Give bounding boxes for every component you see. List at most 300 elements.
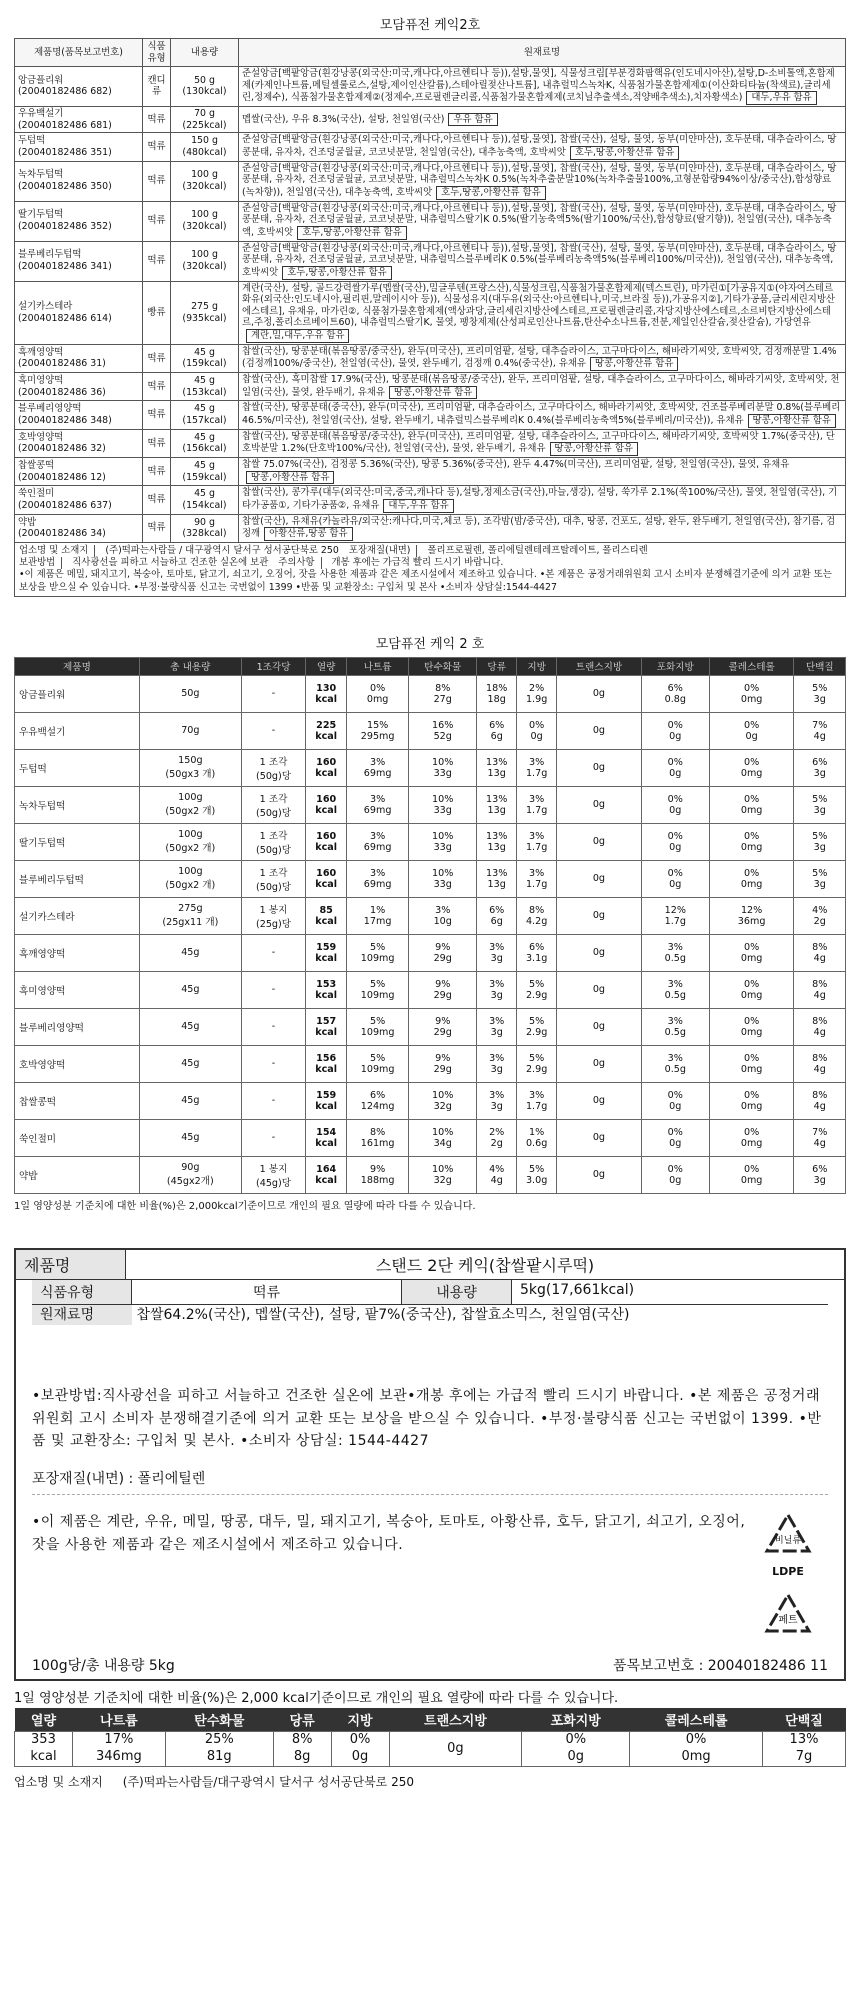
column-header: 식품유형: [143, 39, 171, 67]
kcal-value: 164: [316, 1163, 337, 1175]
amount-kcal: (159kcal): [182, 471, 227, 483]
nutrient-pct: 0%: [349, 1732, 371, 1748]
footer-label: 업소명 및 소재지: [14, 1775, 103, 1790]
nutrient-pct: 25%: [204, 1732, 234, 1748]
chol-pct: 0%: [744, 793, 760, 805]
na-pct: 9%: [370, 1163, 386, 1175]
sat-pct: 12%: [664, 904, 686, 916]
piece-value: -: [271, 984, 276, 996]
sugar-amt: 3g: [490, 989, 503, 1001]
ingredients-cell: [239, 458, 846, 486]
column-header: 포화지방: [522, 1708, 630, 1732]
sugar-pct: 3%: [489, 978, 505, 990]
sat-cell: [641, 675, 709, 712]
column-header: 당류: [273, 1708, 331, 1732]
fat-amt: 1.7g: [525, 878, 548, 890]
chol-amt: 0mg: [740, 1100, 763, 1112]
carb-pct: 8%: [435, 682, 451, 694]
total-cell: [139, 971, 241, 1008]
chol-amt: 36mg: [737, 915, 766, 927]
sugar-amt: 6g: [490, 915, 503, 927]
chol-cell: [709, 860, 794, 897]
sugar-pct: 6%: [489, 904, 505, 916]
total-value: 150g: [178, 755, 203, 767]
na-amt: 109mg: [360, 989, 395, 1001]
chol-cell: [709, 1082, 794, 1119]
na-amt: 109mg: [360, 1026, 395, 1038]
kcal-unit: kcal: [315, 767, 338, 779]
sat-amt: 0g: [669, 730, 682, 742]
sugar-amt: 2g: [490, 1137, 503, 1149]
trans-cell: 0g: [557, 860, 642, 897]
fat-amt: 3.1g: [525, 952, 548, 964]
amount-value: 45 g: [194, 460, 215, 472]
kcal-cell: [306, 675, 347, 712]
piece-cell: [241, 712, 305, 749]
carb-cell: [409, 934, 477, 971]
prot-cell: [794, 786, 846, 823]
sat-amt: 0.8g: [664, 693, 686, 705]
sugar-cell: [477, 1156, 517, 1193]
notice-label: 주의사항: [278, 557, 321, 569]
table-row: [15, 934, 846, 971]
column-header: 나트륨: [72, 1708, 165, 1732]
na-amt: 188mg: [360, 1174, 395, 1186]
na-amt: 124mg: [360, 1100, 395, 1112]
allergy-badge: 땅콩,아황산류 함유: [246, 471, 334, 485]
sugar-pct: 3%: [489, 1052, 505, 1064]
amount-cell: [171, 373, 239, 401]
prot-cell: [794, 1008, 846, 1045]
amount-kcal: (320kcal): [182, 261, 227, 273]
fat-cell: [517, 823, 557, 860]
product-code: (20040182486 350): [18, 181, 112, 193]
allergy-badge: 계란,밀,대두,우유 함유: [246, 329, 349, 343]
fat-amt: 1.7g: [525, 1100, 548, 1112]
notice-value: 폴리프로필렌, 폴리에틸렌테레프탈레이트, 폴리스티렌: [427, 544, 648, 556]
fat-amt: 0g: [530, 730, 543, 742]
kcal-value: 225: [316, 719, 337, 731]
fat-cell: [517, 897, 557, 934]
product-name: 딸기두텁떡: [18, 209, 64, 221]
report-number: 품목보고번호 : 20040182486 11: [612, 1658, 828, 1675]
food-type: 떡류: [132, 1280, 402, 1304]
chol-cell: [709, 712, 794, 749]
kcal-unit: kcal: [315, 1026, 338, 1038]
total-detail: (25gx11 개): [162, 917, 219, 929]
total-cell: [139, 1008, 241, 1045]
amount-kcal: (328kcal): [182, 528, 227, 540]
product-name: 두텁떡: [15, 749, 140, 786]
fat-pct: 8%: [529, 904, 545, 916]
column-header: 나트륨: [347, 657, 409, 675]
carb-pct: 10%: [432, 830, 454, 842]
chol-pct: 0%: [744, 719, 760, 731]
carb-cell: [409, 712, 477, 749]
amount-value: 45 g: [194, 346, 215, 358]
carb-pct: 9%: [435, 941, 451, 953]
column-header: 1조각당: [241, 657, 305, 675]
prot-cell: [794, 1045, 846, 1082]
carb-amt: 32g: [433, 1174, 452, 1186]
chol-amt: 0mg: [740, 841, 763, 853]
product-cell: [15, 133, 143, 161]
product-cell: [15, 486, 143, 514]
amount-kcal: (157kcal): [182, 415, 227, 427]
total-cell: [139, 749, 241, 786]
product-cell: [15, 241, 143, 281]
kcal-cell: [306, 1008, 347, 1045]
carb-cell: [409, 749, 477, 786]
product-code: (20040182486 682): [18, 86, 112, 98]
sat-amt: 0g: [669, 804, 682, 816]
piece-detail: (25g)당: [255, 918, 292, 930]
amount-cell: [171, 429, 239, 457]
kcal-value: 130: [316, 682, 337, 694]
chol-pct: 0%: [744, 682, 760, 694]
prot-pct: 8%: [812, 1089, 828, 1101]
sugar-cell: [477, 1045, 517, 1082]
sugar-pct: 18%: [486, 682, 508, 694]
sat-cell: [641, 712, 709, 749]
total-cell: [139, 934, 241, 971]
na-amt: 109mg: [360, 952, 395, 964]
table-row: [15, 458, 846, 486]
ingredients-text: 찹쌀(국산), 유채유(카놀라유/외국산:캐나다,미국,체코 등), 조각밤(밤/중국산), 대추, 땅콩, 건포도, 설탕, 완두, 완두배기, 천일염(국산), 참기름, 검정깨: [242, 515, 836, 540]
nutrient-cell: [522, 1732, 630, 1767]
table-row: [15, 1156, 846, 1193]
fat-pct: 5%: [529, 1163, 545, 1175]
type-cell: 떡류: [143, 458, 171, 486]
column-header: 탄수화물: [165, 1708, 273, 1732]
column-header: 콜레스테롤: [709, 657, 794, 675]
na-pct: 0%: [370, 682, 386, 694]
fat-cell: [517, 971, 557, 1008]
total-value: 100g: [178, 792, 203, 804]
product-cell: [15, 67, 143, 107]
ingredients-cell: [239, 429, 846, 457]
prot-cell: [794, 860, 846, 897]
amount-cell: [171, 133, 239, 161]
product-cell: [15, 514, 143, 542]
product-cell: [15, 401, 143, 429]
piece-value: 1 조각: [259, 867, 288, 879]
amount-value: 45 g: [194, 488, 215, 500]
product-name: 딸기두텁떡: [15, 823, 140, 860]
na-amt: 17mg: [363, 915, 392, 927]
amount-kcal: (225kcal): [182, 119, 227, 131]
fat-cell: [517, 1082, 557, 1119]
ingredients-text: 준설앙금[백팥앙금(흰강낭콩(외국산:미국,캐나다,아르헨티나 등)),설탕,물엿], 찹쌀(국산), 설탕, 물엿, 동부(미얀마산), 호두분태, 대추슬라이스, 땅콩분태, 유자차, 건조덩굴월귤, 코코넛분말, 내츄럴믹스녹차K 0.5%(녹차추출분말10%(녹차추출물100%,고형분함량94%이상/중국산),합성향료(녹차향)), 천일염(국산), 대추농축액, 호박씨앗: [242, 162, 837, 198]
total-cell: [139, 860, 241, 897]
prot-pct: 6%: [812, 756, 828, 768]
sugar-pct: 13%: [486, 793, 508, 805]
chol-amt: 0mg: [740, 1137, 763, 1149]
total-cell: [139, 786, 241, 823]
chol-cell: [709, 1156, 794, 1193]
sugar-amt: 13g: [487, 878, 506, 890]
sat-cell: [641, 823, 709, 860]
column-header: 내용량: [171, 39, 239, 67]
product-name: 설기카스테라: [15, 897, 140, 934]
sat-cell: [641, 934, 709, 971]
piece-cell: [241, 1008, 305, 1045]
ingredients-cell: [239, 201, 846, 241]
product-cell: [15, 429, 143, 457]
sat-amt: 0.5g: [664, 989, 686, 1001]
amount-cell: [171, 401, 239, 429]
column-header: 콜레스테롤: [630, 1708, 763, 1732]
product-name: 설기카스테라: [18, 300, 73, 312]
label-key: 식품유형: [32, 1280, 132, 1304]
kcal-value: 85: [319, 904, 333, 916]
kcal-unit: kcal: [315, 878, 338, 890]
prot-amt: 3g: [813, 767, 826, 779]
allergy-badge: 땅콩,아황산류 함유: [748, 414, 836, 428]
column-header: 열량: [15, 1708, 73, 1732]
chol-pct: 0%: [744, 941, 760, 953]
carb-cell: [409, 675, 477, 712]
sat-pct: 6%: [667, 682, 683, 694]
piece-value: 1 조각: [259, 793, 288, 805]
sugar-pct: 3%: [489, 1089, 505, 1101]
kcal-value: 160: [316, 756, 337, 768]
amount-kcal: (130kcal): [182, 86, 227, 98]
kcal-unit: kcal: [315, 841, 338, 853]
notice-box: [14, 543, 846, 597]
amount-cell: [171, 458, 239, 486]
sugar-cell: [477, 675, 517, 712]
fat-cell: [517, 1119, 557, 1156]
type-cell: 떡류: [143, 161, 171, 201]
sugar-cell: [477, 712, 517, 749]
prot-amt: 3g: [813, 1174, 826, 1186]
sugar-cell: [477, 1119, 517, 1156]
prot-cell: [794, 971, 846, 1008]
sugar-cell: [477, 934, 517, 971]
stand-cake-label: [14, 1248, 846, 1681]
ingredients-text: 준설앙금[백팥앙금(흰강낭콩(외국산:미국,캐나다,아르헨티나 등)),설탕,물엿], 찹쌀(국산), 설탕, 물엿, 동부(미얀마산), 호두분태, 대추슬라이스, 땅콩분태, 유자차, 건조덩굴월귤, 코코넛분말, 내츄럴믹스딸기K 0.5%(딸기농축액5%(딸기100%/국산),합성향료(딸기향)), 천일염(국산), 대추농축액, 호박씨앗: [242, 202, 837, 238]
amount-cell: [171, 67, 239, 107]
carb-pct: 10%: [432, 867, 454, 879]
fat-amt: 2.9g: [525, 989, 548, 1001]
na-cell: [347, 1156, 409, 1193]
sat-amt: 1.7g: [664, 915, 686, 927]
allergy-badge: 호두,땅콩,아황산류 함유: [282, 266, 392, 280]
piece-cell: [241, 786, 305, 823]
nutrient-pct: 0%: [685, 1732, 707, 1748]
ingredients-text: 계란(국산), 설탕, 골드강력쌀가루(멥쌀(국산),밀글루텐(프랑스산),식물성크림,식품첨가물혼합제제(덱스트린), 마가린①[가공유지①(야자여스테르화유(외국산:인도네시아,필리핀,말레이시아 등)), 식물성유지(대두유(외국산:아르헨티나,미국,브라질 등)),가공유지②],기타가공품,글리세린지방산에스테르], 유채유, 마가린②, 식품첨가물혼합제제(액상과당,글리세린지방산에스테르,프로필렌글리콜,자당지방산에스테르,소르비탄지방산에스테르,주정,폴리소르베이트60), 내츄럴믹스딸기K, 물엿, 팽창제제(산성피로인산나트륨,탄산수소나트륨,전분,제일인산칼슘,젖산칼슘), 가당연유: [242, 282, 835, 329]
amount-kcal: (153kcal): [182, 386, 227, 398]
amount-value: 45 g: [194, 431, 215, 443]
product-code: (20040182486 32): [18, 443, 106, 455]
chol-pct: 12%: [740, 904, 763, 916]
amount-kcal: (320kcal): [182, 181, 227, 193]
product-code: (20040182486 352): [18, 221, 112, 233]
prot-cell: [794, 1119, 846, 1156]
table-row: [15, 241, 846, 281]
sat-amt: 0g: [669, 878, 682, 890]
kcal-unit: kcal: [315, 804, 338, 816]
type-cell: 떡류: [143, 401, 171, 429]
amount-value: 150 g: [191, 135, 218, 147]
prot-pct: 7%: [812, 1126, 828, 1138]
na-amt: 69mg: [363, 767, 392, 779]
total-cell: [139, 675, 241, 712]
amount-cell: [171, 344, 239, 372]
carb-cell: [409, 1082, 477, 1119]
kcal-cell: [306, 860, 347, 897]
ingredients-text: 찹쌀(국산), 흑미찹쌀 17.9%(국산), 땅콩분태(볶음땅콩/중국산), 완두, 프리미엄팥, 설탕, 대추슬라이스, 고구마다이스, 해바라기씨앗, 호박씨앗, 천일염(국산), 물엿, 완두배기, 유채유: [242, 374, 840, 398]
sugar-amt: 6g: [490, 730, 503, 742]
na-pct: 3%: [370, 867, 386, 879]
ingredients-text: 찹쌀 75.07%(국산), 검정콩 5.36%(국산), 땅콩 5.36%(중국산), 완두 4.47%(미국산), 프리미엄팥, 설탕, 천일염(국산), 물엿, 유채유: [242, 459, 790, 471]
fat-amt: 1.9g: [525, 693, 548, 705]
chol-pct: 0%: [744, 978, 760, 990]
product-name: 쑥인절미: [18, 488, 55, 500]
amount-cell: [171, 106, 239, 132]
sat-amt: 0.5g: [664, 1063, 686, 1075]
carb-amt: 33g: [433, 878, 452, 890]
kcal-cell: [306, 1156, 347, 1193]
nutrient-pct: 17%: [104, 1732, 134, 1748]
total-cell: [139, 712, 241, 749]
sat-pct: 0%: [667, 756, 683, 768]
sugar-cell: [477, 786, 517, 823]
amount-value: 275 g: [191, 300, 218, 312]
table-row: [15, 201, 846, 241]
prot-amt: 3g: [813, 841, 826, 853]
chol-cell: [709, 1008, 794, 1045]
amount-value: 90 g: [194, 516, 215, 528]
type-cell: 떡류: [143, 133, 171, 161]
total-value: 100g: [178, 866, 203, 878]
ingredients-text: 준설앙금[백팥앙금(흰강낭콩(외국산:미국,캐나다,아르헨티나 등)),설탕,물엿], 식물성크림[부분경화팜핵유(인도네시아산),설탕,D-소비톨액,혼합제제(카제인나트륨,메틸셀룰로스,설탕,제이인산칼륨),스테아릴젖산나트륨], 내츄럴믹스녹차K, 식품첨가물혼합제제①(이산화티타늄(착색료),글리세린,정제수), 식품첨가물혼합제제②(정제수,프로필렌글리콜,식품첨가물혼합제제(코치닐추출색소,적양배추색소),치자황색소): [242, 68, 835, 104]
carb-amt: 52g: [433, 730, 452, 742]
recycle-pet-icon: [763, 1591, 813, 1641]
notice-text: •이 제품은 메밀, 돼지고기, 복숭아, 토마토, 닭고기, 쇠고기, 오징어, 잣을 사용한 제품과 같은 제조시설에서 제조하고 있습니다. •본 제품은 공정거래위원회 고시 소비자 분쟁해결기준에 의거 교환 또는 보상을 받으실 수 있습니다. •부정·불량식품 신고는 국번없이 1399 •반품 및 교환장소: 구입처 및 본사 •소비자 상담실:1544-4427: [19, 569, 832, 593]
product-code: (20040182486 12): [18, 471, 106, 483]
na-cell: [347, 860, 409, 897]
amount-cell: [171, 486, 239, 514]
total-detail: (50gx3 개): [165, 769, 216, 781]
amount-cell: [171, 161, 239, 201]
nutrient-cell: [72, 1732, 165, 1767]
ingredients-cell: [239, 281, 846, 344]
piece-value: 1 봉지: [259, 904, 288, 916]
ingredients-cell: [239, 241, 846, 281]
chol-cell: [709, 823, 794, 860]
piece-cell: [241, 1156, 305, 1193]
table-row: [15, 1082, 846, 1119]
nutrient-amt: 0g: [351, 1749, 369, 1765]
amount-kcal: (154kcal): [182, 500, 227, 511]
kcal-unit: kcal: [315, 1100, 338, 1112]
sugar-amt: 3g: [490, 1026, 503, 1038]
amount-value: 100 g: [191, 209, 218, 221]
kcal-cell: [306, 823, 347, 860]
chol-amt: 0mg: [740, 989, 763, 1001]
kcal-unit: kcal: [315, 693, 338, 705]
section2-title: 모담퓨전 케익 2 호: [375, 636, 485, 652]
table-row: [15, 1119, 846, 1156]
table-row: [15, 373, 846, 401]
column-header: 당류: [477, 657, 517, 675]
nutrient-pct: 13%: [789, 1732, 819, 1748]
table-row: [15, 712, 846, 749]
nutrient-cell: [15, 1732, 73, 1767]
amount-value: 100 g: [191, 169, 218, 181]
na-amt: 295mg: [360, 730, 395, 742]
sat-cell: [641, 749, 709, 786]
fat-pct: 6%: [529, 941, 545, 953]
carb-pct: 3%: [435, 904, 451, 916]
na-cell: [347, 786, 409, 823]
trans-cell: 0g: [557, 1119, 642, 1156]
allergy-text: •이 제품은 계란, 우유, 메밀, 땅콩, 대두, 밀, 돼지고기, 복숭아, 토마토, 아황산류, 호두, 닭고기, 쇠고기, 오징어, 잣을 사용한 제품과 같은 제조시설에서 제조하고 있습니다.: [32, 1514, 746, 1553]
fat-amt: 0.6g: [525, 1137, 548, 1149]
ingredients-cell: [239, 514, 846, 542]
type-cell: 떡류: [143, 373, 171, 401]
total-cell: [139, 823, 241, 860]
sugar-pct: 6%: [489, 719, 505, 731]
product-cell: [15, 373, 143, 401]
amount-value: 45 g: [194, 375, 215, 387]
piece-cell: [241, 971, 305, 1008]
fat-cell: [517, 1045, 557, 1082]
allergy-badge: 호두,땅콩,아황산류 함유: [570, 146, 680, 160]
amount-value: 50 g: [194, 74, 215, 86]
column-header: 지방: [331, 1708, 389, 1732]
prot-pct: 8%: [812, 1015, 828, 1027]
storage-text: •보관방법:직사광선을 피하고 서늘하고 건조한 실온에 보관•개봉 후에는 가급적 빨리 드시기 바랍니다. •본 제품은 공정거래위원회 고시 소비자 분쟁해결기준에 의거 교환 또는 보상을 받으실 수 있습니다. •부정·불량식품 신고는 국번없이 1399. •반품 및 교환장소: 구입처 및 본사. •소비자 상담실: 1544-4427: [32, 1388, 822, 1449]
amount-cell: [171, 281, 239, 344]
sat-amt: 0g: [669, 1137, 682, 1149]
fat-pct: 1%: [529, 1126, 545, 1138]
nutrition-table: [14, 657, 846, 1194]
sat-pct: 3%: [667, 1052, 683, 1064]
nutrient-amt: 346mg: [96, 1749, 142, 1765]
total-value: 275g: [178, 903, 203, 915]
table-row: [15, 486, 846, 514]
product-cell: [15, 201, 143, 241]
sat-cell: [641, 1045, 709, 1082]
carb-cell: [409, 1156, 477, 1193]
sat-amt: 0.5g: [664, 1026, 686, 1038]
carb-pct: 10%: [432, 1089, 454, 1101]
kcal-value: 154: [316, 1126, 337, 1138]
product-name: 호박영양떡: [18, 431, 64, 443]
product-cell: [15, 344, 143, 372]
fat-cell: [517, 749, 557, 786]
kcal-value: 156: [316, 1052, 337, 1064]
ingredients-cell: [239, 373, 846, 401]
nutrition-note: 1일 영양성분 기준치에 대한 비율(%)은 2,000 kcal기준이므로 개인의 필요 열량에 따라 다를 수 있습니다.: [14, 1691, 619, 1707]
prot-pct: 5%: [812, 793, 828, 805]
chol-pct: 0%: [744, 1052, 760, 1064]
ingredients-cell: [239, 133, 846, 161]
chol-pct: 0%: [744, 1126, 760, 1138]
chol-amt: 0mg: [740, 693, 763, 705]
nutrient-amt: 0mg: [681, 1749, 711, 1765]
carb-cell: [409, 786, 477, 823]
ingredients-cell: [239, 106, 846, 132]
prot-amt: 4g: [813, 989, 826, 1001]
kcal-cell: [306, 971, 347, 1008]
sat-pct: 0%: [667, 1126, 683, 1138]
kcal-value: 160: [316, 867, 337, 879]
sat-amt: 0g: [669, 767, 682, 779]
